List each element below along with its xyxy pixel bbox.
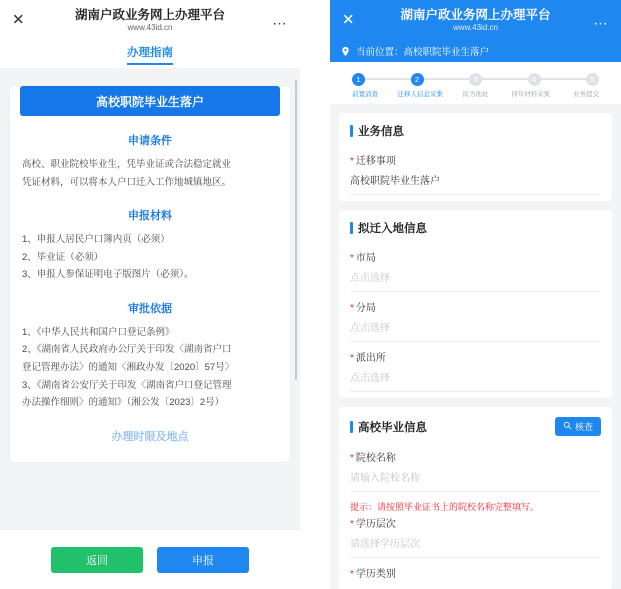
- basis-line-5: 办法操作细则〉的通知》（湘公发〔2023〕2号）: [22, 397, 225, 409]
- section-title-basis: 审批依据: [128, 302, 172, 315]
- basis-line-2: 2、《湖南省人民政府办公厅关于印发〈湖南省户口: [22, 344, 232, 356]
- section-title-conditions: 申请条件: [128, 135, 172, 147]
- panel-head-graduation-info: [350, 417, 601, 436]
- left-phone-screen: [0, 0, 300, 589]
- step-dot-1[interactable]: 1: [352, 73, 365, 86]
- stepper-labels: [342, 89, 609, 98]
- panel-head-destination-info: [350, 220, 601, 236]
- label-text: 派出所: [355, 353, 386, 364]
- location-text: 当前位置：高校职院毕业生落户: [356, 47, 490, 58]
- label-text: 迁移事项: [355, 156, 396, 167]
- right-phone-screen: [330, 0, 621, 589]
- left-tab-row: [0, 40, 300, 68]
- panel-title-destination-info: 拟迁入地信息: [350, 220, 427, 236]
- location-bar: [330, 40, 621, 62]
- panel-title-graduation-info: 高校毕业信息: [350, 419, 427, 435]
- field-value-migration-item: 高校职院毕业生落户: [350, 172, 601, 195]
- basis-line-4: 3、《湖南省公安厅关于印发〈湖南省户口登记管理: [22, 379, 232, 391]
- guide-card: [10, 86, 290, 462]
- field-education-level[interactable]: [350, 513, 601, 558]
- page-subtitle: www.43id.cn: [453, 22, 498, 32]
- close-icon[interactable]: ✕: [342, 11, 355, 29]
- section-body-basis: [10, 324, 290, 412]
- section-title-materials: 申报材料: [128, 210, 172, 223]
- required-mark: *: [350, 569, 354, 580]
- label-text: 院校名称: [355, 453, 396, 464]
- label-text: 学历层次: [355, 519, 396, 530]
- section-body-materials: [10, 231, 290, 284]
- label-text: 分局: [355, 303, 376, 314]
- left-scrollbar-thumb[interactable]: [295, 80, 297, 380]
- left-bottom-bar: [0, 529, 300, 589]
- left-nav-title-wrap: [75, 8, 225, 32]
- back-button[interactable]: 返回: [51, 547, 143, 573]
- materials-line-1: 1、申报人居民户口簿内页（必须）: [22, 234, 170, 246]
- page-title: 湖南户政业务网上办理平台: [74, 8, 225, 23]
- required-mark: *: [350, 453, 354, 464]
- verify-button-label: 核查: [574, 422, 593, 432]
- panel-title-business-info: 业务信息: [350, 123, 404, 139]
- basis-line-1: 1、《中华人民共和国户口登记条例》: [22, 326, 175, 338]
- required-mark: *: [350, 303, 354, 314]
- page-title: 湖南户政业务网上办理平台: [400, 8, 551, 23]
- field-label-school-name: [350, 449, 601, 464]
- guide-banner: 高校职院毕业生落户: [20, 86, 280, 116]
- step-label-5: 业务提交: [573, 91, 599, 98]
- location-pin-icon: [340, 46, 351, 57]
- field-label-education-category: [350, 565, 601, 580]
- step-label-1: 前置消查: [352, 91, 378, 98]
- step-dot-2[interactable]: 2: [411, 73, 424, 86]
- conditions-line-2: 凭证材料，可以将本人户口迁入工作地城镇地区。: [22, 176, 232, 188]
- field-label-education-level: [350, 515, 601, 530]
- field-city-bureau[interactable]: [350, 242, 601, 292]
- left-navbar: [0, 0, 300, 40]
- search-icon: [563, 421, 572, 432]
- school-name-input[interactable]: 请输入院校名称: [350, 469, 601, 492]
- sub-bureau-select[interactable]: 点击选择: [350, 319, 601, 342]
- field-police-station[interactable]: [350, 342, 601, 392]
- field-label-sub-bureau: [350, 299, 601, 314]
- panel-destination-info: [339, 210, 612, 398]
- right-navbar: [330, 0, 621, 40]
- stepper-dots: [352, 72, 599, 86]
- required-mark: *: [350, 519, 354, 530]
- police-station-select[interactable]: 点击选择: [350, 369, 601, 392]
- progress-stepper: [330, 62, 621, 104]
- basis-line-3: 登记管理办法〉的通知〈湘政办发〔2020〕57号〉: [22, 361, 235, 373]
- required-mark: *: [350, 353, 354, 364]
- section-body-conditions: [10, 156, 290, 191]
- field-migration-item: [350, 145, 601, 195]
- more-icon[interactable]: …: [272, 11, 288, 29]
- section-title-timelimit: 办理时限及地点: [111, 430, 189, 443]
- right-scroll-area[interactable]: [330, 104, 621, 589]
- step-label-4: 同年材料采集: [511, 91, 551, 98]
- left-scroll-area[interactable]: [0, 68, 300, 557]
- education-level-select[interactable]: 请选择学历层次: [350, 535, 601, 558]
- right-nav-title-wrap: [400, 8, 550, 32]
- panel-graduation-info: [339, 407, 612, 589]
- field-label-migration-item: [350, 152, 601, 167]
- school-name-hint: 提示：请按照毕业证书上的院校名称完整填写。: [350, 502, 540, 512]
- materials-line-2: 2、毕业证（必须）: [22, 251, 104, 263]
- more-icon[interactable]: …: [593, 11, 609, 29]
- step-dot-5[interactable]: 5: [586, 73, 599, 86]
- label-text: 市局: [355, 253, 376, 264]
- tab-guide[interactable]: 办理指南: [127, 44, 173, 65]
- field-sub-bureau[interactable]: [350, 292, 601, 342]
- required-mark: *: [350, 253, 354, 264]
- city-bureau-select[interactable]: 点击选择: [350, 269, 601, 292]
- close-icon[interactable]: ✕: [12, 11, 25, 29]
- panel-head-business-info: [350, 123, 601, 139]
- conditions-line-1: 高校、职业院校毕业生，凭毕业证或合法稳定就业: [22, 159, 232, 170]
- field-label-city-bureau: [350, 249, 601, 264]
- submit-button[interactable]: 申报: [157, 547, 249, 573]
- required-mark: *: [350, 156, 354, 167]
- step-label-3: 拟为地址: [462, 91, 489, 98]
- step-label-2: 迁移人信息采集: [397, 91, 443, 98]
- materials-line-3: 3、申报人参保证明电子版图片（必须）。: [22, 269, 194, 281]
- page-subtitle: www.43id.cn: [127, 22, 173, 32]
- panel-business-info: [339, 113, 612, 201]
- field-education-category[interactable]: [350, 558, 601, 580]
- field-label-police-station: [350, 349, 601, 364]
- verify-button[interactable]: [555, 417, 601, 436]
- label-text: 学历类别: [355, 569, 396, 580]
- step-dot-3[interactable]: 3: [469, 73, 482, 86]
- field-school-name[interactable]: [350, 442, 601, 492]
- stepper-line-wrap: [352, 72, 599, 86]
- step-dot-4[interactable]: 4: [528, 73, 541, 86]
